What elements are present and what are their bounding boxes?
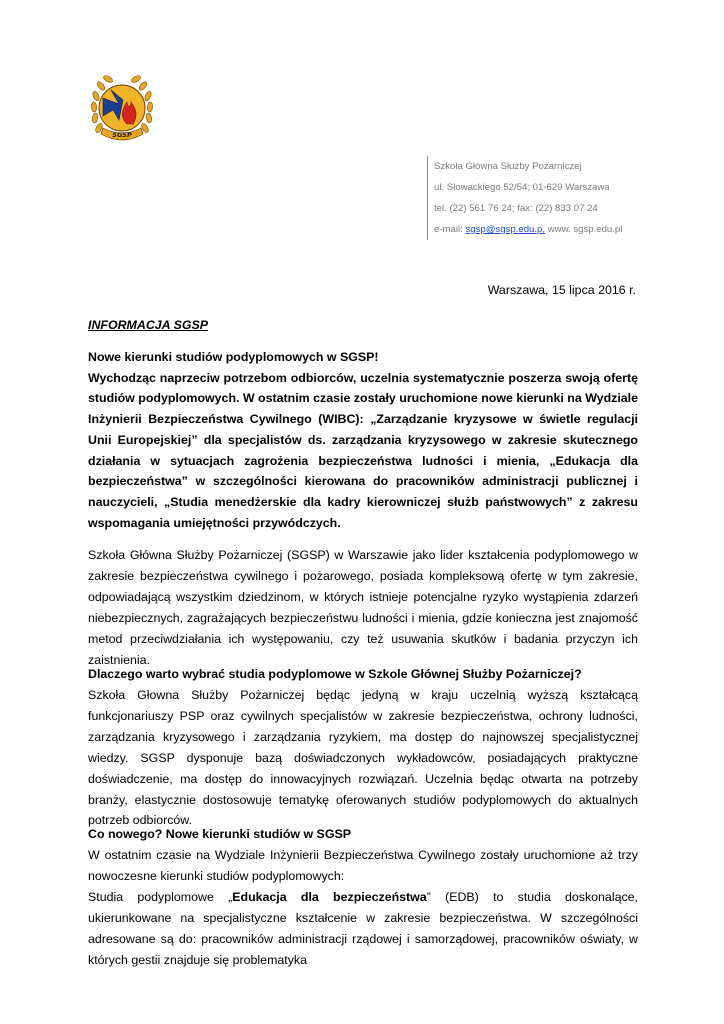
lead-text: Wychodząc naprzeciw potrzebom odbiorców, uczelnia systematycznie poszerza swoją ofertę studiów podyplomowych. W ostatnim czasie zostały uruchomione nowe kierunki na Wydziale Inżynierii Bezpieczeństwa Cywilnego (WIBC): „Zarządzanie kryzysowe w świetle regulacji Unii Europejskiej” dla specjalistów ds. zarządzania kryzysowego w zakresie skutecznego działania w sytuacjach zagrożenia bezpieczeństwa ludności i mienia, „Edukacja dla bezpieczeństwa” w szczególności kierowana do pracowników administracji publicznej i nauczycieli, „Studia menedżerskie dla kadry kierowniczej służb państwowych” z zakresu wspomagania umiejętności przywódczych. — [88, 370, 638, 530]
paragraph-1 — [88, 545, 638, 671]
paragraph-2-text: Szkoła Głowna Służby Pożarniczej będąc jedyną w kraju uczelnią wyższą kształcącą funkcjonariuszy PSP oraz cywilnych specjalistów w zakresie bezpieczeństwa, ochrony ludności, zarządzania kryzysowego i zarządzania ryzykiem, ma dostęp do najnowszej specjalistycznej wiedzy. SGSP dysponuje bazą doświadczonych wykładowców, posiadających praktyczne doświadczenie, ma dostęp do innowacyjnych rozwiązań. Uczelnia będąc otwarta na potrzeby branży, elastycznie dostosowuje tematykę oferowanych studiów podyplomowych do aktualnych potrzeb odbiorców. — [88, 688, 638, 828]
section-heading-new: Co nowego? Nowe kierunki studiów w SGSP — [88, 827, 351, 841]
email-link[interactable]: sgsp@sgsp.edu.p, — [465, 224, 546, 235]
paragraph-2 — [88, 685, 638, 831]
paragraph-3b-pre: Studia podyplomowe „ — [88, 890, 233, 904]
svg-text:SGSP: SGSP — [112, 131, 132, 139]
org-name: Szkoła Główna Służby Pożarniczej — [434, 161, 582, 172]
paragraph-3b — [88, 887, 638, 971]
paragraph-3b-bold: Edukacja dla bezpieczeństwa — [232, 890, 427, 904]
lead-heading: Nowe kierunki studiów podyplomowych w SGSP! — [88, 350, 379, 364]
paragraph-1-text: Szkoła Główna Służby Pożarniczej (SGSP) w Warszawie jako lider kształcenia podyplomowego w zakresie bezpieczeństwa cywilnego i pożarowego, posiada kompleksową ofertę w tym zakresie, odpowiadającą wszystkim dziedzinom, w których istnieje potencjalne ryzyko wystąpienia zdarzeń niebezpiecznych, zagrażających bezpieczeństwu ludności i mienia, gdzie konieczna jest znajomość metod przeciwdziałania ich występowaniu, czy też usuwania skutków i badania przyczyn ich zaistnienia. — [88, 548, 638, 667]
website: www. sgsp.edu.pl — [545, 224, 623, 235]
phone-fax: tel. (22) 561 76 24; fax: (22) 833 07 24 — [434, 203, 598, 214]
sgsp-emblem-logo — [89, 68, 155, 152]
email-website-line — [434, 219, 704, 240]
document-title: INFORMACJA SGSP — [88, 318, 209, 332]
email-label: e-mail: — [434, 224, 466, 235]
lead-section — [88, 347, 638, 533]
paragraph-3 — [88, 845, 638, 971]
section-heading-why: Dlaczego warto wybrać studia podyplomowe w Szkole Głównej Służby Pożarniczej? — [88, 667, 582, 681]
paragraph-3a-text: W ostatnim czasie na Wydziale Inżynierii Bezpieczeństwa Cywilnego zostały uruchomione aż trzy nowoczesne kierunki studiów podyplomowych: — [88, 848, 638, 883]
contact-block — [427, 156, 704, 240]
document-date: Warszawa, 15 lipca 2016 r. — [487, 283, 636, 297]
address: ul. Słowackiego 52/54; 01-629 Warszawa — [434, 182, 610, 193]
paragraph-3b-post: ” (EDB) to studia doskonalące, ukierunkowane na specjalistyczne kształcenie w zakresie bezpieczeństwa. W szczególności adresowane są do: pracowników administracji rządowej i samorządowej, pracowników oświaty, w których gestii znajduje się problematyka — [88, 890, 638, 967]
